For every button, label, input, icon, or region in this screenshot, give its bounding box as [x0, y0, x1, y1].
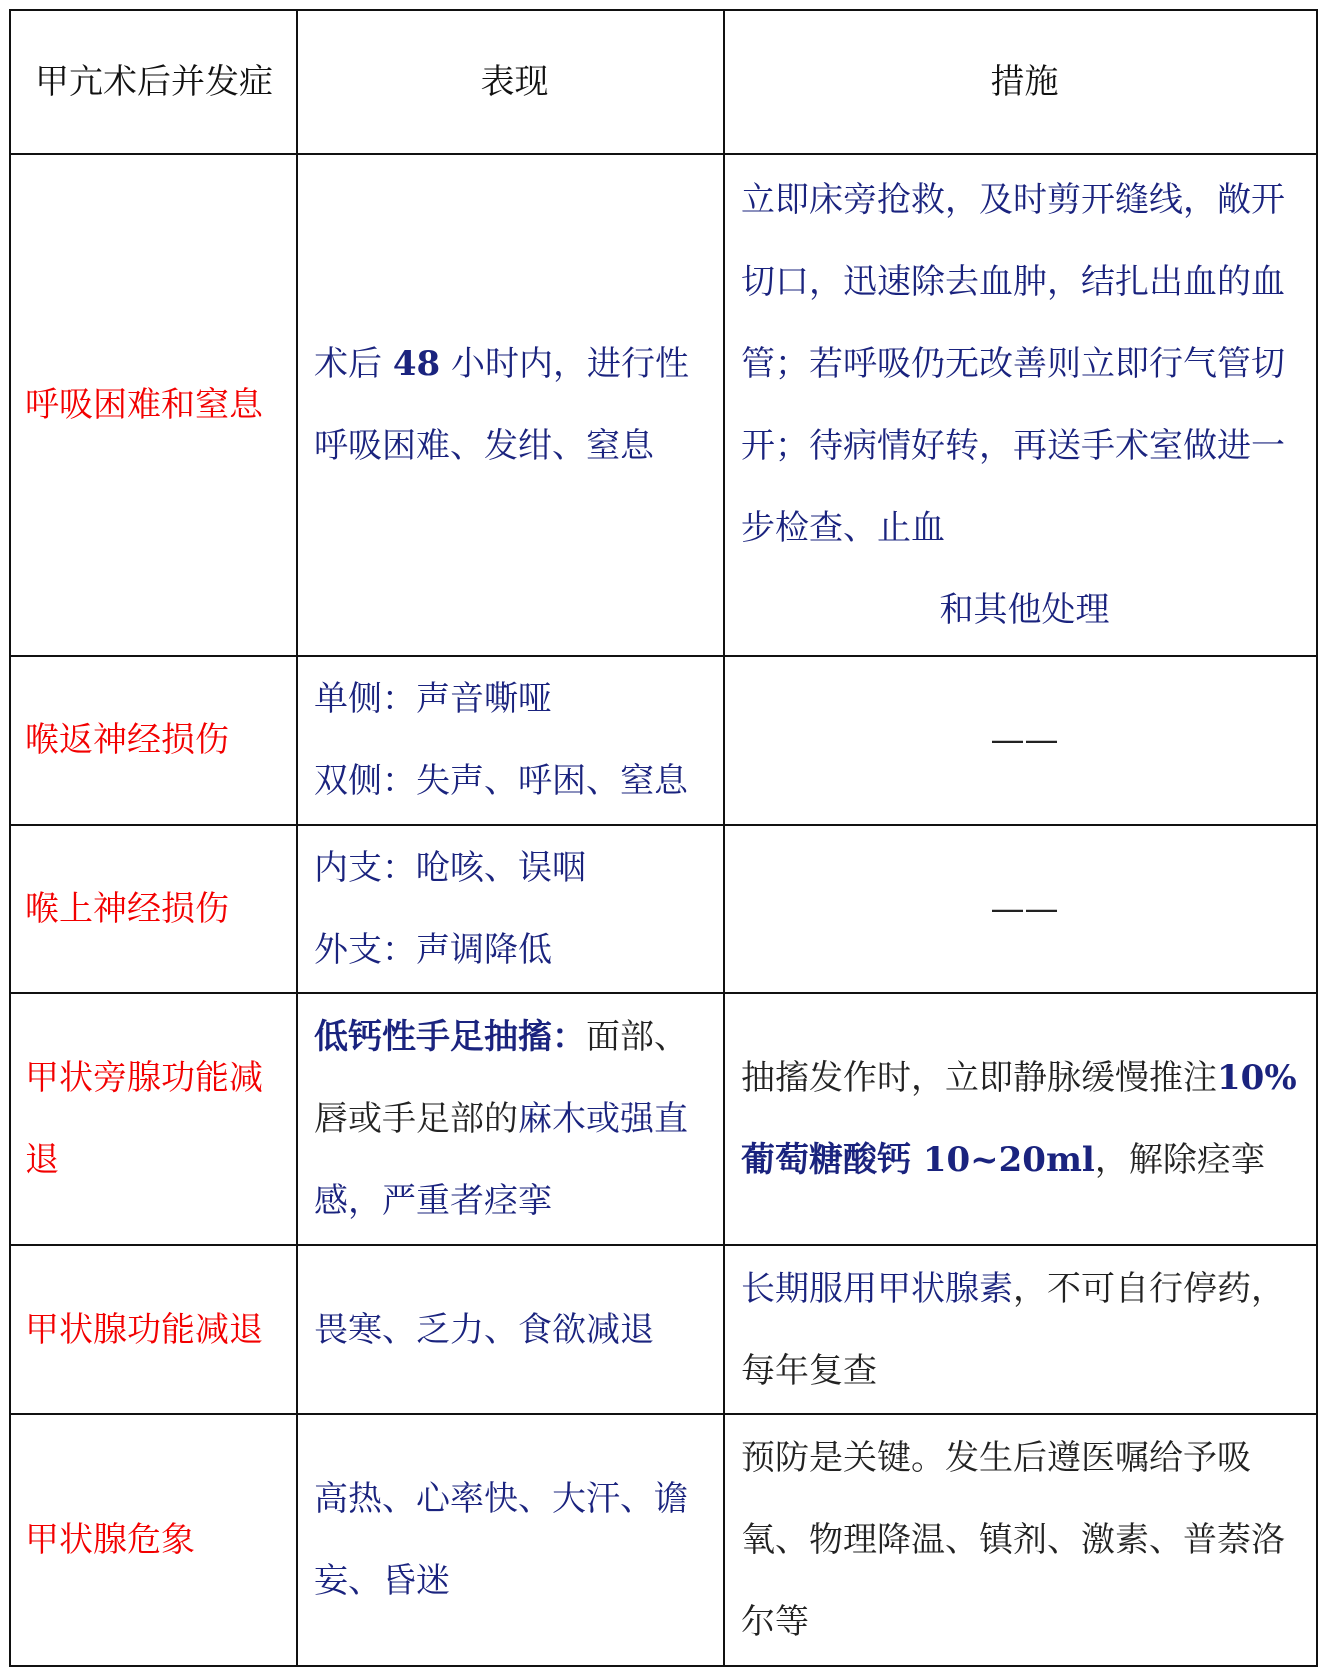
complications-table [9, 9, 1318, 1667]
measure-cell [724, 656, 1317, 825]
symptom-cell: 高热、心率快、大汗、谵妄、昏迷 [297, 1414, 724, 1666]
symptom-cell [297, 154, 724, 656]
complication-cell: 甲状腺功能减退 [10, 1245, 297, 1414]
measure-cell: 预防是关键。发生后遵医嘱给予吸氧、物理降温、镇剂、激素、普萘洛尔等 [724, 1414, 1317, 1666]
complication-cell: 喉上神经损伤 [10, 825, 297, 994]
measure-bold-text: 10%葡萄糖酸钙 10~20ml [741, 1058, 1297, 1181]
complication-cell: 呼吸困难和窒息 [10, 154, 297, 656]
symptom-line: 双侧：失声、呼困、窒息 [314, 761, 688, 802]
symptom-text: 小时内，进行性呼吸困难、发绀、窒息 [314, 344, 689, 467]
symptom-text: 面部、唇或手足部的 [314, 1017, 688, 1140]
symptom-text: 麻木或强直感，严重者痉挛 [314, 1099, 688, 1222]
symptom-line: 单侧：声音嘶哑 [314, 679, 552, 720]
symptom-cell [297, 656, 724, 825]
measure-dash: —— [990, 720, 1059, 761]
complication-cell: 甲状旁腺功能减退 [10, 993, 297, 1245]
symptom-cell [297, 825, 724, 994]
symptom-text: 术后 [314, 344, 393, 385]
symptom-line: 内支：呛咳、误咽 [314, 848, 586, 889]
symptom-bold-text: 48 [392, 344, 441, 385]
table-row [10, 993, 1317, 1245]
symptom-line: 外支：声调降低 [314, 930, 552, 971]
table-row [10, 1414, 1317, 1666]
complication-cell: 甲状腺危象 [10, 1414, 297, 1666]
measure-cell [724, 1245, 1317, 1414]
table-row [10, 656, 1317, 825]
measure-dash: —— [990, 889, 1059, 930]
table-row [10, 154, 1317, 656]
measure-cell [724, 154, 1317, 656]
header-measure: 措施 [724, 10, 1317, 154]
measure-text-last: 和其他处理 [939, 590, 1110, 631]
measure-cell [724, 993, 1317, 1245]
measure-text: 抽搐发作时，立即静脉缓慢推注 [741, 1058, 1217, 1099]
symptom-cell: 畏寒、乏力、食欲减退 [297, 1245, 724, 1414]
table-row [10, 1245, 1317, 1414]
measure-text: ，不可自行停药，每年复查 [741, 1268, 1285, 1391]
measure-text: 长期服用甲状腺素 [741, 1268, 1013, 1309]
measure-text: 立即床旁抢救，及时剪开缝线，敞开切口，迅速除去血肿，结扎出血的血管；若呼吸仍无改善则立即行气管切开；待病情好转，再送手术室做进一步检查、止血 [741, 180, 1285, 549]
complication-cell: 喉返神经损伤 [10, 656, 297, 825]
measure-cell [724, 825, 1317, 994]
header-symptom: 表现 [297, 10, 724, 154]
symptom-bold-text: 低钙性手足抽搐： [314, 1017, 586, 1058]
header-row [10, 10, 1317, 154]
symptom-cell [297, 993, 724, 1245]
measure-text: ，解除痉挛 [1094, 1140, 1265, 1181]
table-row [10, 825, 1317, 994]
header-complication: 甲亢术后并发症 [10, 10, 297, 154]
